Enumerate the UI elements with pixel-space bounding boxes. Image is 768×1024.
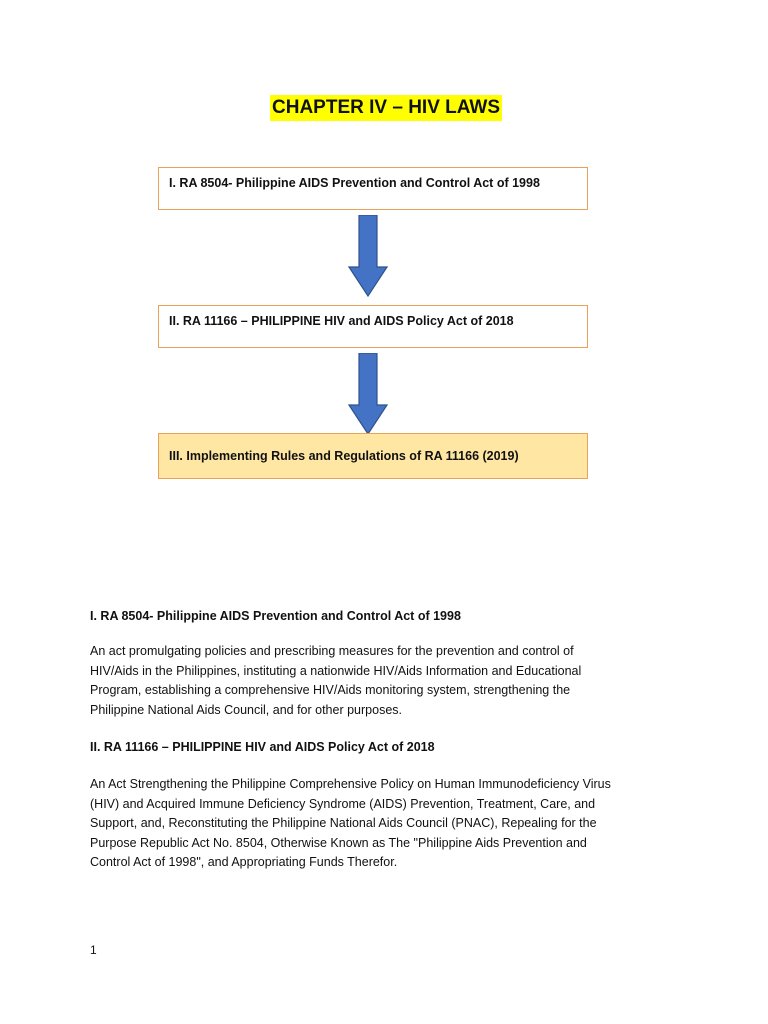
body-line: Support, and, Reconstituting the Philippine National Aids Council (PNAC), Repealing for the <box>90 816 597 830</box>
section-body-ra-11166 <box>90 775 680 873</box>
down-arrow-icon <box>348 353 388 435</box>
body-line: Philippine National Aids Council, and for other purposes. <box>90 702 402 717</box>
body-line: Control Act of 1998", and Appropriating Funds Therefor. <box>90 855 398 869</box>
section-body-ra-8504 <box>90 642 680 720</box>
section-heading-ra-8504: I. RA 8504- Philippine AIDS Prevention and Control Act of 1998 <box>90 609 461 623</box>
down-arrow-icon <box>348 215 388 297</box>
body-line: Purpose Republic Act No. 8504, Otherwise Known as The "Philippine Aids Prevention and <box>90 835 587 850</box>
flowchart-box-ra-11166 <box>158 305 588 348</box>
body-line: An Act Strengthening the Philippine Comprehensive Policy on Human Immunodeficiency Virus <box>90 777 611 791</box>
body-line: HIV/Aids in the Philippines, instituting a nationwide HIV/Aids Information and Educational <box>90 663 582 678</box>
flowchart-box-label: III. Implementing Rules and Regulations of RA 11166 (2019) <box>169 449 519 463</box>
body-line: An act promulgating policies and prescribing measures for the prevention and control of <box>90 644 574 658</box>
page-title: CHAPTER IV – HIV LAWS <box>270 95 502 121</box>
section-heading-ra-11166: II. RA 11166 – PHILIPPINE HIV and AIDS Policy Act of 2018 <box>90 740 435 754</box>
flowchart-box-ra-8504 <box>158 167 588 210</box>
flowchart-box-label: II. RA 11166 – PHILIPPINE HIV and AIDS Policy Act of 2018 <box>169 313 514 328</box>
flowchart-box-irr-ra-11166 <box>158 433 588 479</box>
page-number: 1 <box>90 943 97 957</box>
body-line: Program, establishing a comprehensive HIV/Aids monitoring system, strengthening the <box>90 683 571 697</box>
flowchart-box-label: I. RA 8504- Philippine AIDS Prevention and Control Act of 1998 <box>169 175 540 190</box>
body-line: (HIV) and Acquired Immune Deficiency Syndrome (AIDS) Prevention, Treatment, Care, and <box>90 796 596 811</box>
